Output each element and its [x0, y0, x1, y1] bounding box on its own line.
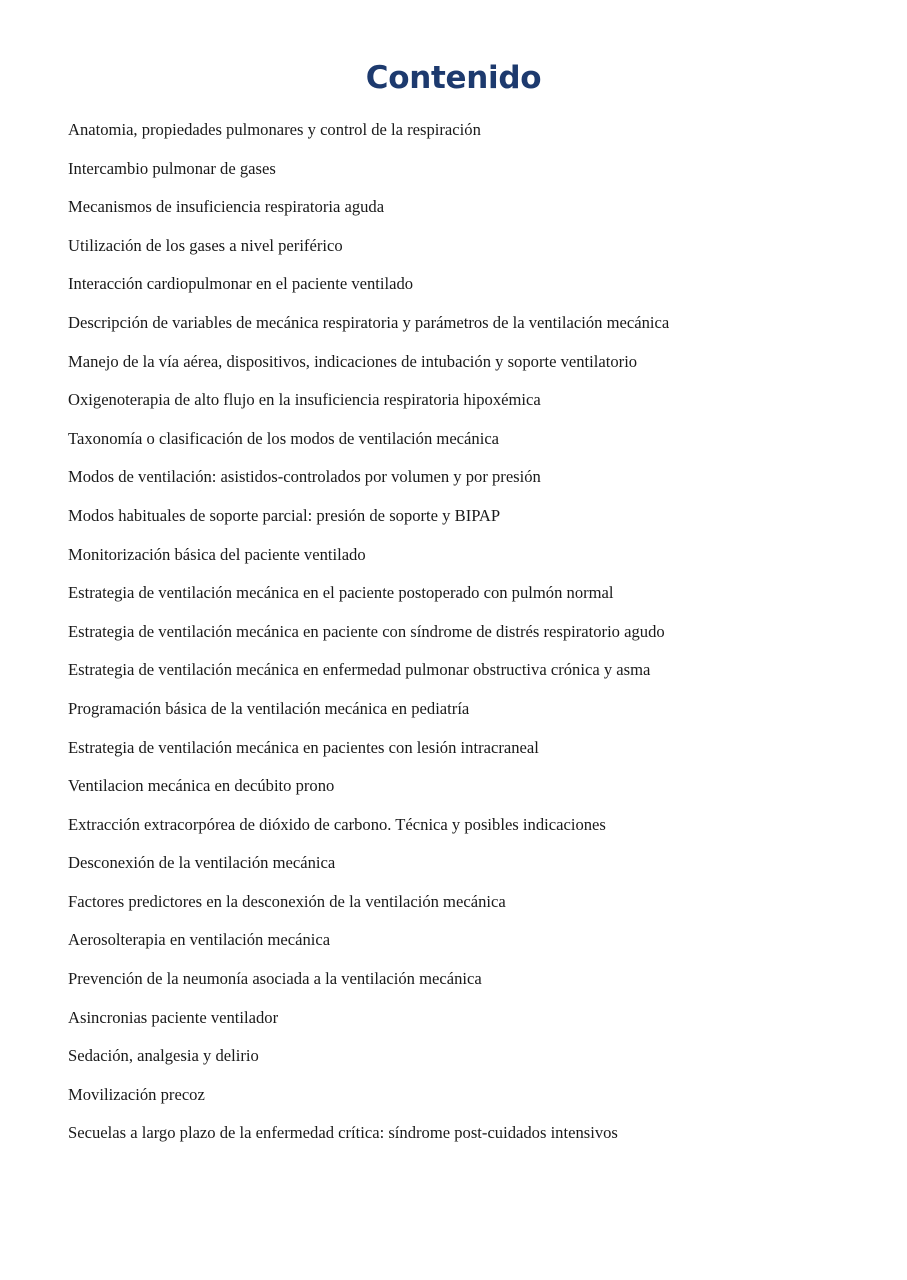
toc-item[interactable]: Movilización precoz [68, 1084, 205, 1104]
toc-item[interactable]: Extracción extracorpórea de dióxido de carbono. Técnica y posibles indicaciones [68, 814, 606, 834]
toc-item[interactable]: Utilización de los gases a nivel periférico [68, 235, 343, 255]
toc-item[interactable]: Ventilacion mecánica en decúbito prono [68, 776, 335, 796]
toc-item[interactable]: Secuelas a largo plazo de la enfermedad crítica: síndrome post-cuidados intensivos [68, 1123, 618, 1143]
toc-item[interactable]: Modos de ventilación: asistidos-controlados por volumen y por presión [68, 467, 541, 487]
toc-item[interactable]: Taxonomía o clasificación de los modos de ventilación mecánica [68, 428, 500, 448]
toc-item[interactable]: Aerosolterapia en ventilación mecánica [68, 930, 331, 950]
toc-item[interactable]: Programación básica de la ventilación mecánica en pediatría [68, 698, 470, 718]
toc-item[interactable]: Descripción de variables de mecánica respiratoria y parámetros de la ventilación mecánica [68, 312, 670, 332]
toc-item[interactable]: Estrategia de ventilación mecánica en enfermedad pulmonar obstructiva crónica y asma [68, 660, 651, 680]
toc-item[interactable]: Factores predictores en la desconexión de la ventilación mecánica [68, 891, 506, 911]
toc-item[interactable]: Mecanismos de insuficiencia respiratoria aguda [68, 197, 385, 217]
page-title: Contenido [365, 60, 542, 96]
toc-item[interactable]: Asincronias paciente ventilador [68, 1007, 279, 1027]
toc-item[interactable]: Oxigenoterapia de alto flujo en la insuficiencia respiratoria hipoxémica [68, 390, 541, 410]
toc-item[interactable]: Estrategia de ventilación mecánica en pacientes con lesión intracraneal [68, 737, 539, 757]
toc-item[interactable]: Modos habituales de soporte parcial: presión de soporte y BIPAP [68, 505, 501, 525]
toc-item[interactable]: Desconexión de la ventilación mecánica [68, 853, 336, 873]
toc-item[interactable]: Intercambio pulmonar de gases [68, 158, 276, 178]
toc-item[interactable]: Interacción cardiopulmonar en el paciente ventilado [68, 274, 414, 294]
toc-item[interactable]: Monitorización básica del paciente ventilado [68, 544, 366, 564]
toc-item[interactable]: Estrategia de ventilación mecánica en paciente con síndrome de distrés respiratorio agudo [68, 621, 665, 641]
toc-item[interactable]: Manejo de la vía aérea, dispositivos, indicaciones de intubación y soporte ventilatorio [68, 351, 638, 371]
toc-item[interactable]: Sedación, analgesia y delirio [68, 1046, 259, 1066]
toc-item[interactable]: Prevención de la neumonía asociada a la ventilación mecánica [68, 969, 482, 989]
toc-item[interactable]: Estrategia de ventilación mecánica en el paciente postoperado con pulmón normal [68, 583, 614, 603]
table-of-contents [68, 119, 868, 1161]
toc-item[interactable]: Anatomia, propiedades pulmonares y control de la respiración [68, 120, 481, 139]
